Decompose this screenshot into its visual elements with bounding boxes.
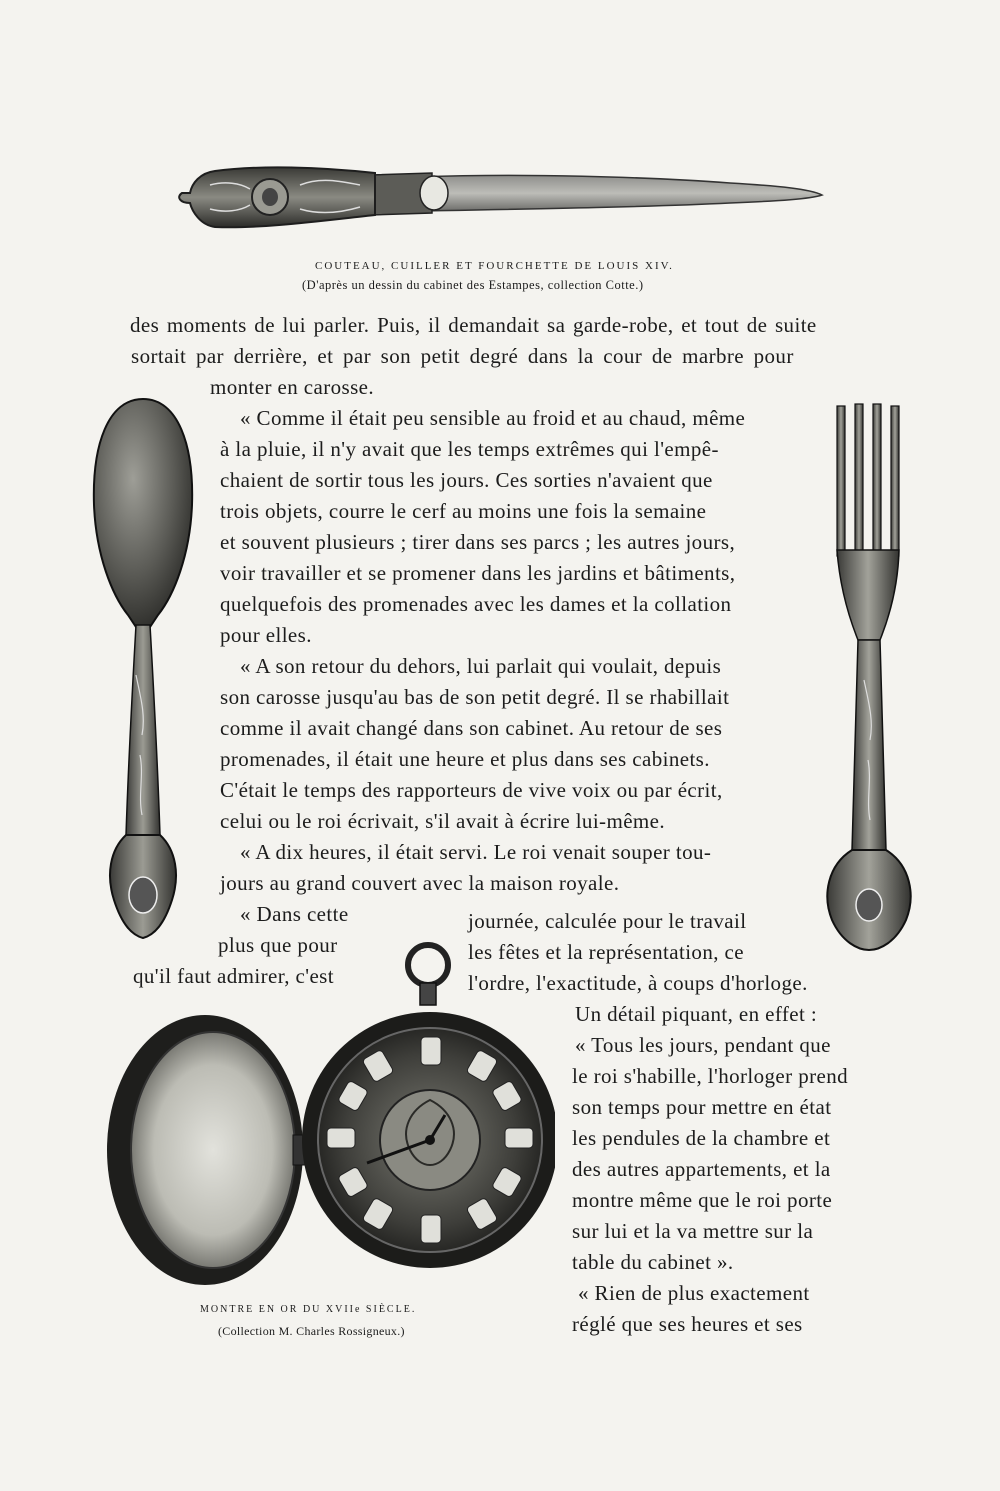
text-line: à la pluie, il n'y avait que les temps extrêmes qui l'empê- xyxy=(220,437,719,461)
text-line: voir travailler et se promener dans les jardins et bâtiments, xyxy=(220,561,736,585)
text-line: l'ordre, l'exactitude, à coups d'horloge. xyxy=(468,971,808,995)
text-line: quelquefois des promenades avec les dames et la collation xyxy=(220,592,732,616)
text-line: plus que pour xyxy=(218,933,338,957)
text-line: « A son retour du dehors, lui parlait qui voulait, depuis xyxy=(240,654,722,678)
knife-illustration xyxy=(170,155,830,245)
text-line: jours au grand couvert avec la maison royale. xyxy=(220,871,620,895)
watch-caption-source: (Collection M. Charles Rossigneux.) xyxy=(218,1324,405,1338)
text-line: table du cabinet ». xyxy=(572,1250,734,1274)
text-line: des autres appartements, et la xyxy=(572,1157,831,1181)
text-line: les pendules de la chambre et xyxy=(572,1126,831,1150)
text-line: le roi s'habille, l'horloger prend xyxy=(572,1064,849,1088)
text-line: journée, calculée pour le travail xyxy=(468,909,747,933)
text-line: monter en carosse. xyxy=(210,375,375,399)
knife-caption-source: (D'après un dessin du cabinet des Estampes, collection Cotte.) xyxy=(302,278,644,292)
fork-illustration xyxy=(818,400,928,955)
text-line: qu'il faut admirer, c'est xyxy=(133,964,334,988)
text-line: « Comme il était peu sensible au froid et au chaud, même xyxy=(240,406,746,430)
text-line: « Rien de plus exactement xyxy=(578,1281,810,1305)
text-line: son carosse jusqu'au bas de son petit degré. Il se rhabillait xyxy=(220,685,730,709)
text-line: C'était le temps des rapporteurs de vive voix ou par écrit, xyxy=(220,778,723,802)
text-line: « A dix heures, il était servi. Le roi venait souper tou- xyxy=(240,840,712,864)
text-line: son temps pour mettre en état xyxy=(572,1095,832,1119)
text-line: celui ou le roi écrivait, s'il avait à écrire lui-même. xyxy=(220,809,666,833)
text-line: pour elles. xyxy=(220,623,312,647)
text-line: « Dans cette xyxy=(240,902,349,926)
text-line: sortait par derrière, et par son petit degré dans la cour de marbre pour xyxy=(131,344,794,368)
knife-caption-title: COUTEAU, CUILLER ET FOURCHETTE DE LOUIS XIV. xyxy=(315,260,674,272)
text-line: et souvent plusieurs ; tirer dans ses parcs ; les autres jours, xyxy=(220,530,736,554)
text-line: comme il avait changé dans son cabinet. Au retour de ses xyxy=(220,716,723,740)
text-line: « Tous les jours, pendant que xyxy=(575,1033,831,1057)
text-line: sur lui et la va mettre sur la xyxy=(572,1219,814,1243)
text-line: Un détail piquant, en effet : xyxy=(575,1002,818,1026)
watch-caption-title: MONTRE EN OR DU XVIIe SIÈCLE. xyxy=(200,1304,417,1315)
text-line: montre même que le roi porte xyxy=(572,1188,833,1212)
text-line: réglé que ses heures et ses xyxy=(572,1312,803,1336)
text-line: promenades, il était une heure et plus dans ses cabinets. xyxy=(220,747,710,771)
text-line: des moments de lui parler. Puis, il demandait sa garde-robe, et tout de suite xyxy=(130,313,817,337)
text-line: chaient de sortir tous les jours. Ces sorties n'avaient que xyxy=(220,468,713,492)
text-line: trois objets, courre le cerf au moins une fois la semaine xyxy=(220,499,707,523)
text-line: les fêtes et la représentation, ce xyxy=(468,940,744,964)
spoon-illustration xyxy=(88,395,198,945)
